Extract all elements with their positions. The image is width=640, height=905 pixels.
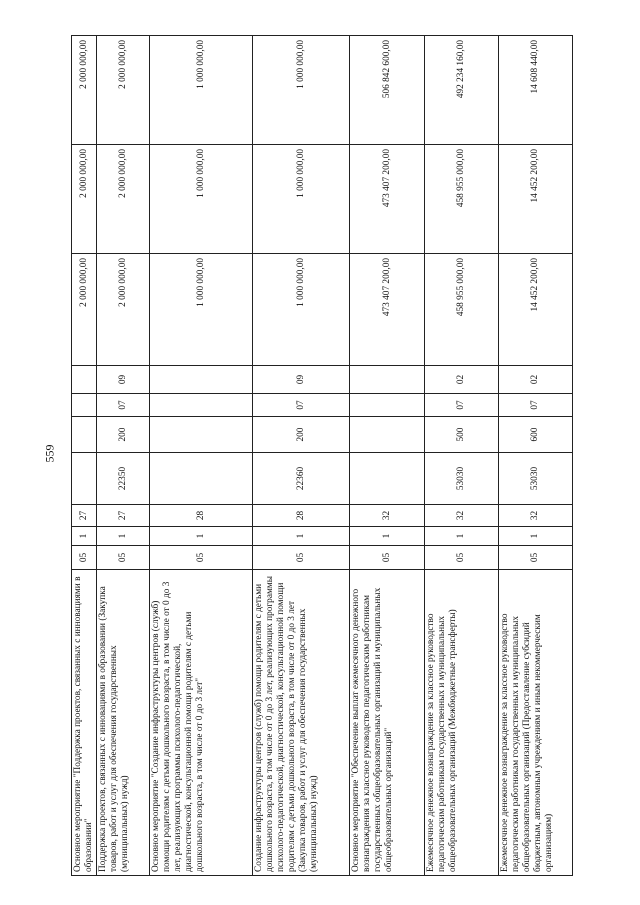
row-event-code: 32 [350,505,425,527]
row-subprogram-code: 1 [253,527,350,546]
row-amount-year1: 458 955 000,00 [425,254,499,366]
row-expense-type: 200 [97,417,150,453]
row-expense-type [72,417,97,453]
row-expense-type: 500 [425,417,499,453]
row-direction-code [150,453,253,505]
row-direction-code: 22360 [253,453,350,505]
row-amount-year2: 2 000 000,00 [72,145,97,254]
row-chapter-code: 07 [499,394,573,417]
row-expense-type: 200 [253,417,350,453]
row-expense-type [150,417,253,453]
table-row [150,36,253,876]
row-amount-year2: 2 000 000,00 [97,145,150,254]
row-event-code: 27 [72,505,97,527]
page-number-text: 559 [42,444,57,462]
row-amount-year3: 2 000 000,00 [97,36,150,145]
page-number [40,438,60,468]
row-direction-code [350,453,425,505]
row-description: Ежемесячное денежное вознаграждение за классное руководство педагогическим работникам государственных и муниципальных общеобразовательных организаций (Межбюджетные трансферты) [425,570,499,876]
table-row [350,36,425,876]
row-event-code: 28 [253,505,350,527]
row-amount-year2: 14 452 200,00 [499,145,573,254]
row-chapter-code: 07 [253,394,350,417]
row-direction-code: 53030 [499,453,573,505]
row-amount-year3: 1 000 000,00 [150,36,253,145]
budget-table-container [71,36,572,876]
row-amount-year2: 458 955 000,00 [425,145,499,254]
row-subsection-code: 02 [425,366,499,394]
row-subsection-code: 02 [499,366,573,394]
table-row [425,36,499,876]
row-subsection-code [72,366,97,394]
table-row [499,36,573,876]
row-direction-code: 22350 [97,453,150,505]
row-section-code: 05 [150,546,253,570]
table-row [253,36,350,876]
table-row [97,36,150,876]
row-subsection-code [150,366,253,394]
row-description: Поддержка проектов, связанных с инновациями в образовании (Закупка товаров, работ и услуг для обеспечения государственных (муниципальных) нужд) [97,570,150,876]
row-description: Основное мероприятие "Создание инфраструктуры центров (служб) помощи родителям с детьми дошкольного возраста, в том числе от 0 до 3 лет, реализующих программы психолого-педагогической, диагностической, консультационной помощи родителям с детьми дошкольного возраста, в том числе от 0 до 3 лет" [150,570,253,876]
row-subprogram-code: 1 [425,527,499,546]
row-description: Ежемесячное денежное вознаграждение за классное руководство педагогическим работникам государственных и муниципальных общеобразовательных организаций (Предоставление субсидий бюджетным, автономным учреждениям и иным некоммерческим организациям) [499,570,573,876]
row-direction-code [72,453,97,505]
row-subprogram-code: 1 [97,527,150,546]
row-chapter-code: 07 [97,394,150,417]
row-amount-year1: 1 000 000,00 [253,254,350,366]
row-amount-year3: 2 000 000,00 [72,36,97,145]
row-chapter-code [72,394,97,417]
row-amount-year2: 1 000 000,00 [253,145,350,254]
row-subprogram-code: 1 [499,527,573,546]
row-event-code: 32 [499,505,573,527]
row-subprogram-code: 1 [72,527,97,546]
row-amount-year2: 473 407 200,00 [350,145,425,254]
row-description: Создание инфраструктуры центров (служб) помощи родителям с детьми дошкольного возраста, в том числе от 0 до 3 лет, реализующих программы психолого-педагогической, диагностической, консультационной помощи родителям с детьми дошкольного возраста, в том числе от 0 до 3 лет (Закупка товаров, работ и услуг для обеспечения государственных (муниципальных) нужд) [253,570,350,876]
row-chapter-code [150,394,253,417]
row-subsection-code: 09 [253,366,350,394]
row-section-code: 05 [253,546,350,570]
row-amount-year3: 492 234 160,00 [425,36,499,145]
row-expense-type [350,417,425,453]
table-row [72,36,97,876]
row-subprogram-code: 1 [150,527,253,546]
row-description: Основное мероприятие "Обеспечение выплат ежемесячного денежного вознаграждения за классное руководство педагогическим работникам государственных общеобразовательных организаций и муниципальных общеобразовательных организаций" [350,570,425,876]
row-chapter-code [350,394,425,417]
row-amount-year1: 14 452 200,00 [499,254,573,366]
row-amount-year1: 2 000 000,00 [72,254,97,366]
row-amount-year1: 2 000 000,00 [97,254,150,366]
row-amount-year3: 506 842 600,00 [350,36,425,145]
row-direction-code: 53030 [425,453,499,505]
row-section-code: 05 [97,546,150,570]
row-subsection-code: 09 [97,366,150,394]
row-section-code: 05 [72,546,97,570]
row-amount-year3: 14 608 440,00 [499,36,573,145]
row-event-code: 32 [425,505,499,527]
row-section-code: 05 [350,546,425,570]
row-expense-type: 600 [499,417,573,453]
row-event-code: 27 [97,505,150,527]
row-description: Основное мероприятие "Поддержка проектов, связанных с инновациями в образовании" [72,570,97,876]
row-section-code: 05 [499,546,573,570]
row-amount-year1: 1 000 000,00 [150,254,253,366]
row-subsection-code [350,366,425,394]
row-subprogram-code: 1 [350,527,425,546]
row-chapter-code: 07 [425,394,499,417]
row-amount-year2: 1 000 000,00 [150,145,253,254]
row-amount-year3: 1 000 000,00 [253,36,350,145]
row-event-code: 28 [150,505,253,527]
budget-table [71,35,573,876]
row-section-code: 05 [425,546,499,570]
row-amount-year1: 473 407 200,00 [350,254,425,366]
